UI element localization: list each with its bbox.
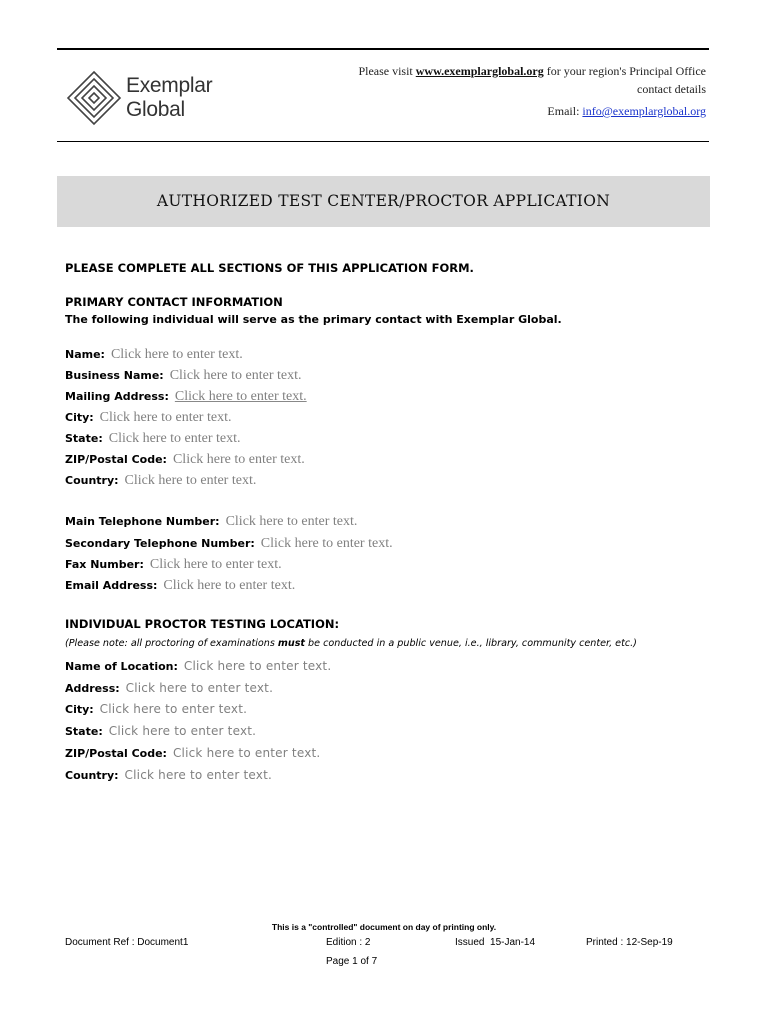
footer-controlled-note: This is a "controlled" document on day of printing only. xyxy=(271,922,497,932)
city-input[interactable]: Click here to enter text. xyxy=(99,410,232,425)
header-contact-info xyxy=(358,62,706,120)
field-label: Fax Number: xyxy=(65,558,144,571)
location-address-input[interactable]: Click here to enter text. xyxy=(125,681,274,695)
field-label: ZIP/Postal Code: xyxy=(65,747,167,760)
secondary-telephone-input[interactable]: Click here to enter text. xyxy=(260,536,393,551)
field-secondary-telephone xyxy=(65,534,393,552)
location-city-input[interactable]: Click here to enter text. xyxy=(99,702,248,716)
field-state xyxy=(65,429,241,447)
logo-text xyxy=(126,74,212,122)
field-location-country xyxy=(65,766,272,784)
instruction-heading: PLEASE COMPLETE ALL SECTIONS OF THIS APPLICATION FORM. xyxy=(65,261,474,275)
footer-doc-ref: Document Ref : Document1 xyxy=(65,937,189,948)
field-label: Name of Location: xyxy=(65,660,178,673)
field-label: Country: xyxy=(65,474,119,487)
field-location-city xyxy=(65,700,247,718)
field-label: City: xyxy=(65,411,94,424)
proctor-location-note xyxy=(65,638,637,649)
footer-printed: Printed : 12-Sep-19 xyxy=(586,937,673,948)
proctor-location-heading: INDIVIDUAL PROCTOR TESTING LOCATION: xyxy=(65,617,340,631)
visit-prefix: Please visit xyxy=(358,64,416,78)
field-label: Main Telephone Number: xyxy=(65,515,220,528)
title-band xyxy=(57,176,710,227)
business-name-input[interactable]: Click here to enter text. xyxy=(169,368,302,383)
field-location-address xyxy=(65,679,273,697)
field-fax xyxy=(65,555,282,573)
primary-contact-heading: PRIMARY CONTACT INFORMATION xyxy=(65,295,283,309)
field-label: Email Address: xyxy=(65,579,158,592)
field-label: State: xyxy=(65,725,103,738)
note-prefix: (Please note: all proctoring of examinations xyxy=(65,638,278,649)
logo-diamond-icon xyxy=(66,70,122,126)
location-state-input[interactable]: Click here to enter text. xyxy=(108,724,257,738)
field-label: Address: xyxy=(65,682,120,695)
field-location-zip xyxy=(65,744,320,762)
field-city xyxy=(65,408,231,426)
field-zip xyxy=(65,450,305,468)
name-input[interactable]: Click here to enter text. xyxy=(110,347,243,362)
logo-text-line1: Exemplar xyxy=(126,74,213,97)
field-label: Secondary Telephone Number: xyxy=(65,537,255,550)
field-label: Business Name: xyxy=(65,369,164,382)
note-emphasis: must xyxy=(277,638,305,649)
logo-text-line2: Global xyxy=(126,98,185,121)
state-input[interactable]: Click here to enter text. xyxy=(108,431,241,446)
email-link[interactable]: info@exemplarglobal.org xyxy=(582,104,706,118)
field-location-name xyxy=(65,657,331,675)
main-telephone-input[interactable]: Click here to enter text. xyxy=(225,514,358,529)
field-name xyxy=(65,345,243,363)
visit-suffix: for your region's Principal Office xyxy=(543,64,706,78)
exemplar-global-logo xyxy=(66,70,236,126)
location-zip-input[interactable]: Click here to enter text. xyxy=(172,746,321,760)
header-top-rule xyxy=(57,48,709,50)
field-country xyxy=(65,471,256,489)
field-mailing-address xyxy=(65,387,307,405)
mailing-address-input[interactable]: Click here to enter text. xyxy=(174,389,307,404)
email-input[interactable]: Click here to enter text. xyxy=(163,578,296,593)
visit-line2: contact details xyxy=(637,82,706,96)
field-label: ZIP/Postal Code: xyxy=(65,453,167,466)
field-label: Name: xyxy=(65,348,105,361)
header-bottom-rule xyxy=(57,141,709,142)
primary-contact-description: The following individual will serve as the primary contact with Exemplar Global. xyxy=(65,313,562,326)
note-suffix: be conducted in a public venue, i.e., library, community center, etc.) xyxy=(305,638,637,649)
field-location-state xyxy=(65,722,256,740)
footer-edition: Edition : 2 xyxy=(326,937,371,948)
location-country-input[interactable]: Click here to enter text. xyxy=(124,768,272,782)
field-business-name xyxy=(65,366,302,384)
page-title: AUTHORIZED TEST CENTER/PROCTOR APPLICATION xyxy=(156,192,611,210)
field-main-telephone xyxy=(65,512,357,530)
footer-page-number: Page 1 of 7 xyxy=(326,956,378,967)
field-label: Mailing Address: xyxy=(65,390,169,403)
field-email xyxy=(65,576,295,594)
field-label: State: xyxy=(65,432,103,445)
footer-issued: Issued 15-Jan-14 xyxy=(455,937,536,948)
location-name-input[interactable]: Click here to enter text. xyxy=(183,659,332,673)
zip-input[interactable]: Click here to enter text. xyxy=(172,452,305,467)
field-label: Country: xyxy=(65,769,119,782)
field-label: City: xyxy=(65,703,94,716)
email-label: Email: xyxy=(547,104,583,118)
fax-input[interactable]: Click here to enter text. xyxy=(149,557,282,572)
website-link[interactable]: www.exemplarglobal.org xyxy=(415,64,544,78)
country-input[interactable]: Click here to enter text. xyxy=(124,473,257,488)
